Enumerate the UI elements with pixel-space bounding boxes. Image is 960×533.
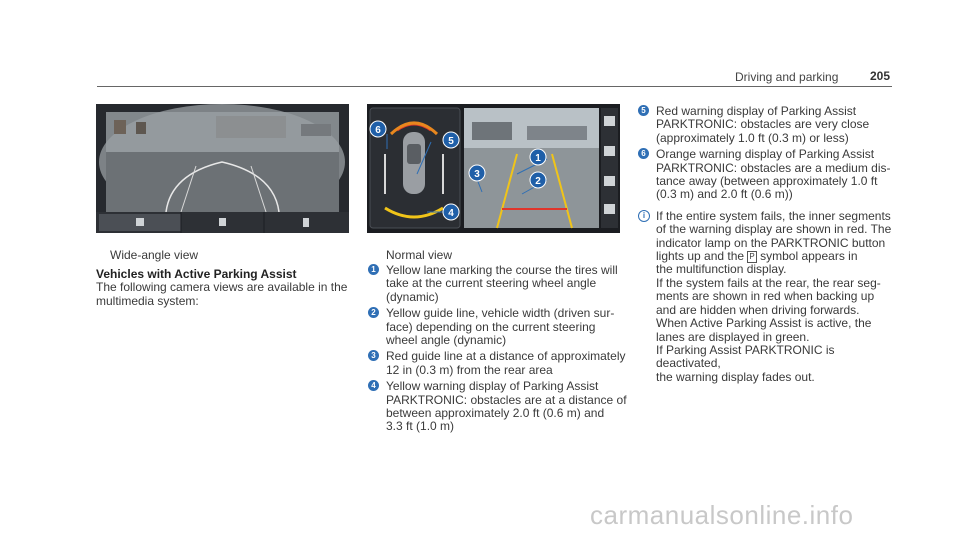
callout-5: 5 — [448, 136, 454, 147]
legend-item-4: 4 Yellow warning display of Parking Assist PARKTRONIC: obstacles are at a distance of between approximately 2.0 ft (0.6 m) and 3.3 ft (1.0 m) — [368, 380, 628, 434]
legend-number-1: 1 — [368, 264, 379, 275]
normal-view-caption: Normal view — [386, 248, 453, 262]
wide-angle-camera-image — [96, 104, 349, 233]
legend-item-6: 6 Orange warning display of Parking Assist PARKTRONIC: obstacles are a medium dis- tance away (between approximately 1.0 ft (0.3 m) and 2.0 ft (0.6 m)) — [638, 148, 898, 202]
page-number: 205 — [870, 69, 891, 83]
normal-view-camera-svg — [367, 104, 620, 233]
callout-4: 4 — [448, 208, 454, 219]
intro-line-1: The following camera views are available in the — [96, 280, 348, 295]
legend-item-3: 3 Red guide line at a distance of approximately 12 in (0.3 m) from the rear area — [368, 350, 628, 377]
middle-column — [368, 264, 628, 437]
legend-item-5: 5 Red warning display of Parking Assist PARKTRONIC: obstacles are very close (approximately 1.0 ft (0.3 m) or less) — [638, 105, 898, 145]
right-column — [638, 105, 898, 387]
legend-number-6: 6 — [638, 148, 649, 159]
legend-item-1: 1 Yellow lane marking the course the tires will take at the current steering wheel angle (dynamic) — [368, 264, 628, 304]
legend-number-2: 2 — [368, 307, 379, 318]
section-title: Driving and parking — [735, 70, 839, 84]
legend-number-5: 5 — [638, 105, 649, 116]
callout-2: 2 — [535, 176, 541, 187]
section-heading: Vehicles with Active Parking Assist — [96, 267, 297, 281]
parking-symbol-icon: P — [749, 252, 755, 262]
wide-angle-caption: Wide-angle view — [110, 248, 199, 262]
normal-view-camera-image — [367, 104, 620, 233]
intro-line-2: multimedia system: — [96, 293, 199, 308]
callout-1: 1 — [535, 153, 541, 164]
callout-6: 6 — [375, 125, 381, 136]
callout-3: 3 — [474, 169, 480, 180]
header-divider — [97, 86, 892, 87]
wide-angle-camera-svg — [96, 104, 349, 233]
legend-item-2: 2 Yellow guide line, vehicle width (driven sur- face) depending on the current steering wheel angle (dynamic) — [368, 307, 628, 347]
legend-number-3: 3 — [368, 350, 379, 361]
info-icon: i — [638, 210, 650, 222]
left-column — [96, 268, 356, 308]
legend-number-4: 4 — [368, 380, 379, 391]
watermark: carmanualsonline.info — [590, 500, 854, 530]
info-note: i If the entire system fails, the inner segments of the warning display are shown in red. The indicator lamp on the PARKTRONIC button lights up and the P symbol appears in the multifunction display. If the system fails at the rear, the rear seg- ments are shown in red when backing up and are hidden when driving forwards. When Active Parking Assist is active, the lanes are displayed in green. If Parking Assist PARKTRONIC is deactivated, the warning display fades out. — [638, 210, 898, 384]
